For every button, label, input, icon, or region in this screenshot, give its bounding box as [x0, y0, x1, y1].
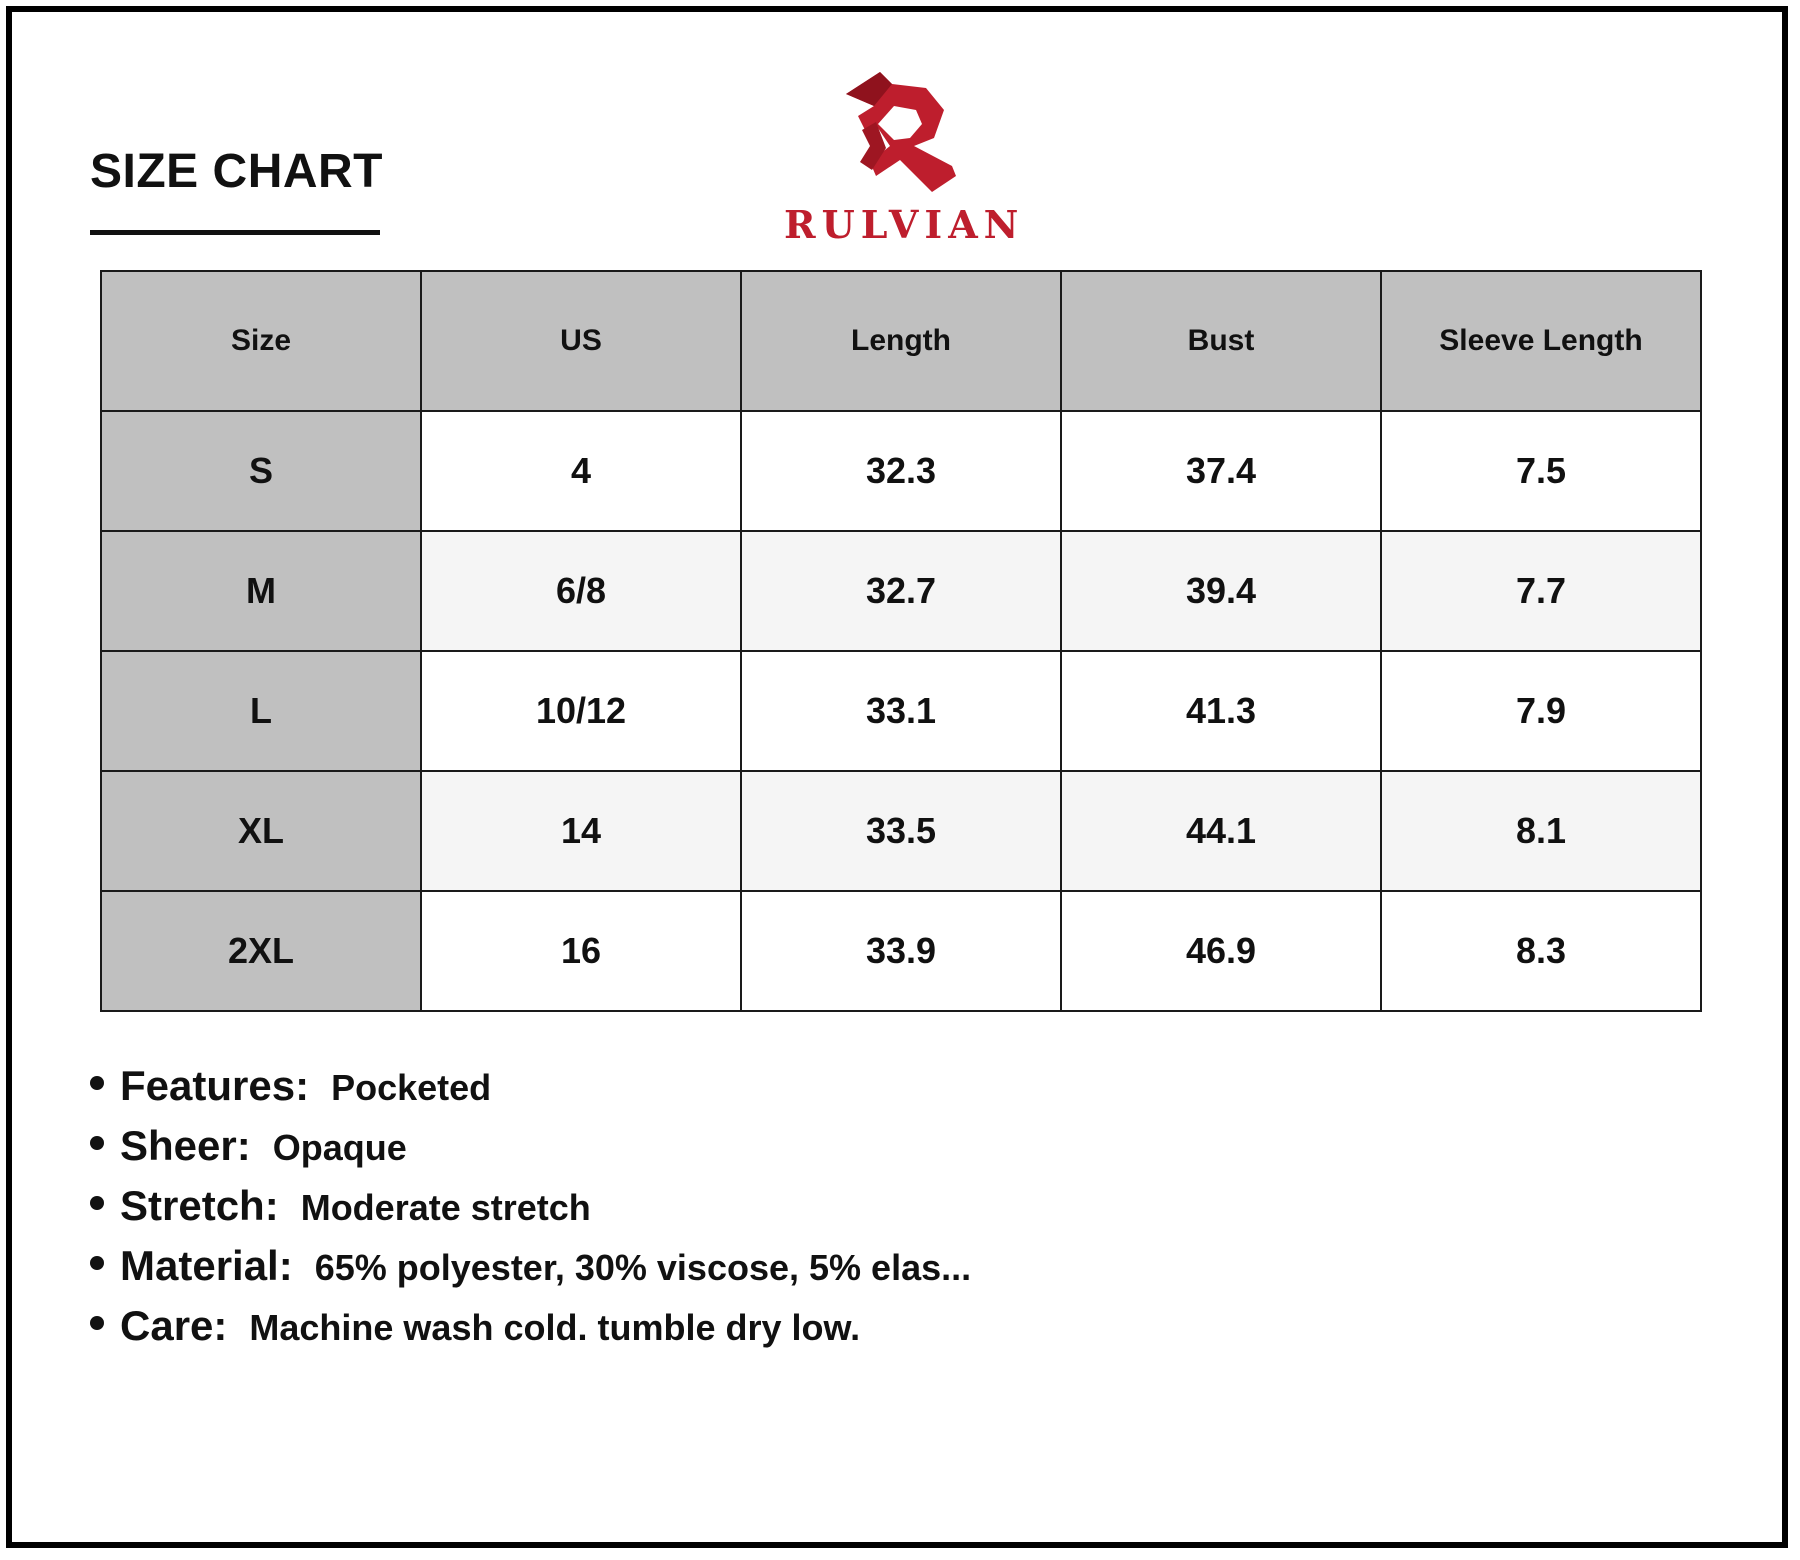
bullet-icon	[90, 1196, 104, 1210]
feature-item	[90, 1062, 1690, 1122]
table-cell: 8.1	[1381, 771, 1701, 891]
bullet-icon	[90, 1076, 104, 1090]
feature-item	[90, 1302, 1690, 1362]
column-header: US	[421, 271, 741, 411]
bullet-icon	[90, 1256, 104, 1270]
table-row	[101, 771, 1701, 891]
size-cell: XL	[101, 771, 421, 891]
table-cell: 33.1	[741, 651, 1061, 771]
feature-value: Opaque	[272, 1127, 407, 1168]
feature-label: Stretch:	[120, 1182, 279, 1229]
table-cell: 44.1	[1061, 771, 1381, 891]
table-cell: 6/8	[421, 531, 741, 651]
table-row	[101, 651, 1701, 771]
table-cell: 8.3	[1381, 891, 1701, 1011]
size-cell: L	[101, 651, 421, 771]
feature-value: Moderate stretch	[300, 1187, 591, 1228]
table-cell: 7.9	[1381, 651, 1701, 771]
column-header: Sleeve Length	[1381, 271, 1701, 411]
size-cell: 2XL	[101, 891, 421, 1011]
table-cell: 46.9	[1061, 891, 1381, 1011]
brand-logo	[784, 66, 1025, 252]
table-cell: 32.3	[741, 411, 1061, 531]
table-cell: 4	[421, 411, 741, 531]
table-cell: 37.4	[1061, 411, 1381, 531]
rulvian-r-logo-icon	[840, 66, 962, 198]
table-cell: 39.4	[1061, 531, 1381, 651]
table-row	[101, 891, 1701, 1011]
table-cell: 41.3	[1061, 651, 1381, 771]
bullet-icon	[90, 1316, 104, 1330]
feature-value: 65% polyester, 30% viscose, 5% elas...	[314, 1247, 972, 1288]
brand-name: RULVIAN	[784, 202, 1025, 247]
table-row	[101, 531, 1701, 651]
table-header-row	[101, 271, 1701, 411]
feature-label: Sheer:	[120, 1122, 251, 1169]
feature-label: Features:	[120, 1062, 310, 1109]
table-cell: 33.9	[741, 891, 1061, 1011]
feature-item	[90, 1182, 1690, 1242]
feature-item	[90, 1242, 1690, 1302]
page-title: SIZE CHART	[90, 145, 383, 198]
title-underline	[90, 230, 380, 235]
column-header: Size	[101, 271, 421, 411]
feature-item	[90, 1122, 1690, 1182]
table-row	[101, 411, 1701, 531]
table-cell: 7.7	[1381, 531, 1701, 651]
column-header: Bust	[1061, 271, 1381, 411]
feature-label: Care:	[120, 1302, 228, 1349]
table-cell: 33.5	[741, 771, 1061, 891]
feature-value: Pocketed	[331, 1067, 492, 1108]
size-cell: S	[101, 411, 421, 531]
size-table	[100, 270, 1702, 1012]
feature-label: Material:	[120, 1242, 293, 1289]
table-cell: 32.7	[741, 531, 1061, 651]
product-features	[90, 1062, 1690, 1362]
table-cell: 10/12	[421, 651, 741, 771]
bullet-icon	[90, 1136, 104, 1150]
size-cell: M	[101, 531, 421, 651]
feature-value: Machine wash cold. tumble dry low.	[249, 1307, 861, 1348]
table-cell: 16	[421, 891, 741, 1011]
table-cell: 7.5	[1381, 411, 1701, 531]
table-cell: 14	[421, 771, 741, 891]
column-header: Length	[741, 271, 1061, 411]
